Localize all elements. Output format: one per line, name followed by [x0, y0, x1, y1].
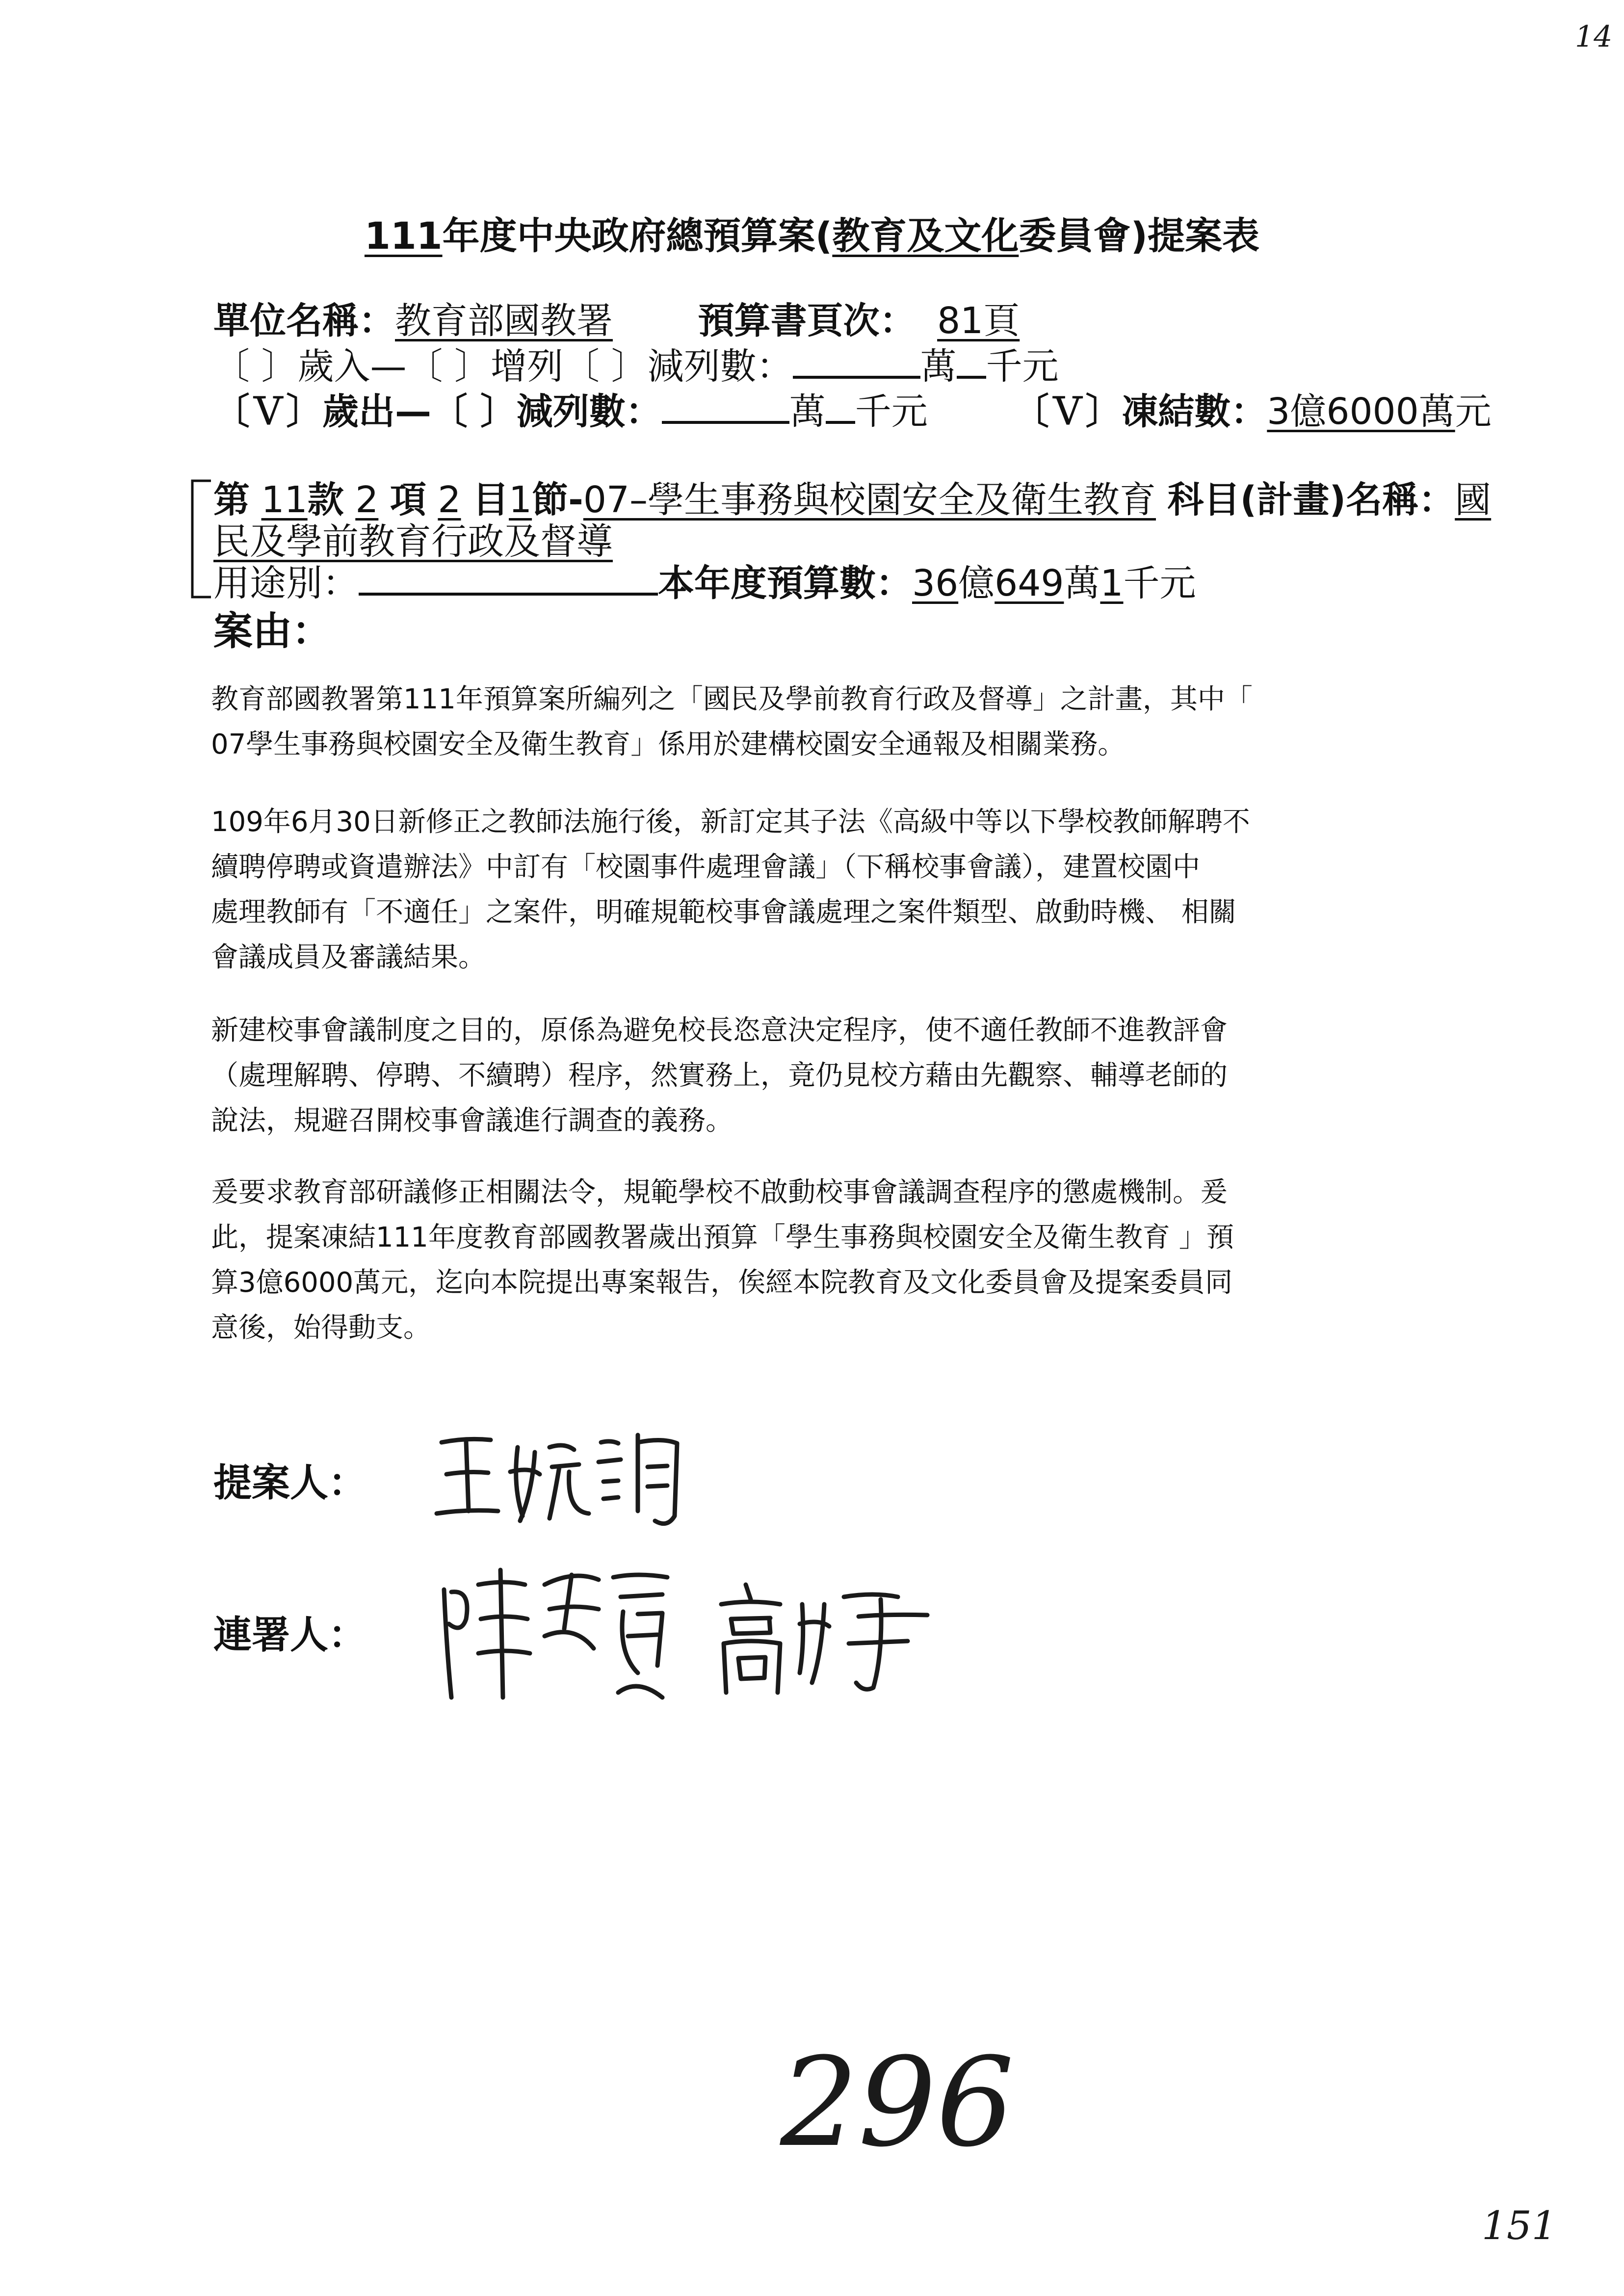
subject-jie-num: 1: [509, 479, 532, 521]
expense-wan-blank: [662, 388, 789, 424]
plan-label: 科目(計畫)名稱：: [1167, 479, 1455, 521]
handwritten-page-number: 296: [780, 2031, 1015, 2174]
revenue-qian-blank: [957, 343, 986, 379]
revenue-qian: 千元: [986, 345, 1059, 388]
proposer-signature: [432, 1413, 707, 1540]
title-year: 111: [364, 214, 443, 258]
expense-wan: 萬: [789, 391, 826, 433]
subject-kuan-num: 11: [261, 479, 308, 521]
subject-jie: 節-: [532, 479, 583, 521]
subject-bracket: [186, 478, 216, 601]
expense-prefix: 〔Ｖ〕歲出—〔 〕減列數：: [213, 391, 662, 433]
title-part2: 委員會)提案表: [1019, 214, 1260, 258]
cosigner-signature-1: [432, 1550, 687, 1707]
paragraph-line: 處理教師有「不適任」之案件，明確規範校事會議處理之案件類型、啟動時機、 相關: [211, 896, 1236, 928]
subject-item-name: –學生事務與校園安全及衛生教育: [629, 479, 1156, 521]
subject-xiang-num: 2: [355, 479, 379, 521]
unit-value: 教育部國教署: [395, 300, 613, 342]
subject-item-code: 07: [583, 479, 629, 521]
revenue-wan-blank: [793, 343, 920, 379]
corner-page-mark: 14: [1575, 20, 1613, 54]
paragraph-4: [211, 1170, 1438, 1351]
paragraph-line: 算3億6000萬元，迄向本院提出專案報告，俟經本院教育及文化委員會及提案委員同: [211, 1267, 1233, 1299]
budget-f: 千元: [1123, 562, 1196, 604]
budget-d: 萬: [1064, 562, 1100, 604]
paragraph-line: （處理解聘、停聘、不續聘）程序，然實務上，竟仍見校方藉由先觀察、輔導老師的: [211, 1060, 1228, 1092]
budget-c: 649: [995, 562, 1064, 604]
expense-qian-blank: [826, 388, 855, 424]
reason-label: 案由：: [213, 608, 331, 654]
expense-line: [213, 383, 1492, 435]
subject-di: 第: [213, 479, 250, 521]
paragraph-line: 07學生事務與校園安全及衛生教育」係用於建構校園安全通報及相關業務。: [211, 729, 1126, 760]
paragraph-line: 續聘停聘或資遣辦法》中訂有「校園事件處理會議」（下稱校事會議），建置校園中: [211, 851, 1200, 883]
usage-label: 用途別：: [213, 562, 359, 604]
expense-qian: 千元: [855, 391, 928, 433]
revenue-line: [213, 338, 1059, 390]
paragraph-line: 109年6月30日新修正之教師法施行後，新訂定其子法《高級中等以下學校教師解聘不: [211, 806, 1250, 838]
cosigner-signature-2: [711, 1570, 942, 1697]
paragraph-3: [211, 1008, 1438, 1144]
unit-label: 單位名稱：: [213, 300, 395, 342]
budget-page-value: 81頁: [937, 300, 1020, 342]
subject-xiang: 項: [390, 479, 426, 521]
title-part1: 年度中央政府總預算案(: [442, 214, 833, 258]
freeze-value: 3億6000萬: [1267, 391, 1455, 433]
plan-value-2: 民及學前教育行政及督導: [213, 521, 613, 563]
freeze-unit: 元: [1455, 391, 1492, 433]
budget-a: 36: [912, 562, 959, 604]
plan-value-1: 國: [1455, 479, 1492, 521]
paragraph-line: 此，提案凍結111年度教育部國教署歲出預算「學生事務與校園安全及衛生教育 」預: [211, 1222, 1234, 1253]
proposer-label: 提案人：: [213, 1461, 367, 1505]
budget-b: 億: [958, 562, 995, 604]
paragraph-1: [211, 677, 1438, 767]
document-title: [0, 206, 1624, 260]
cosigner-label: 連署人：: [213, 1613, 367, 1657]
usage-budget-line: [213, 554, 1196, 606]
paragraph-line: 爰要求教育部研議修正相關法令，規範學校不啟動校事會議調查程序的懲處機制。爰: [211, 1176, 1228, 1208]
bottom-right-mark: 151: [1482, 2203, 1557, 2248]
budget-page-label: 預算書頁次：: [698, 300, 916, 342]
paragraph-line: 會議成員及審議結果。: [211, 941, 486, 973]
usage-blank: [359, 560, 658, 596]
subject-kuan: 款: [307, 479, 344, 521]
freeze-label: 〔Ｖ〕凍結數：: [1013, 391, 1267, 433]
paragraph-line: 說法，規避召開校事會議進行調查的義務。: [211, 1105, 733, 1137]
revenue-prefix: 〔 〕歲入—〔 〕增列〔 〕減列數：: [213, 345, 793, 388]
subject-mu: 目: [472, 479, 509, 521]
budget-e: 1: [1100, 562, 1124, 604]
subject-mu-num: 2: [438, 479, 461, 521]
unit-line: [213, 292, 1020, 344]
budget-label: 本年度預算數：: [658, 562, 912, 604]
paragraph-2: [211, 800, 1438, 980]
paragraph-line: 意後，始得動支。: [211, 1312, 431, 1344]
paragraph-line: 教育部國教署第111年預算案所編列之「國民及學前教育行政及督導」之計畫，其中「: [211, 683, 1253, 715]
paragraph-line: 新建校事會議制度之目的，原係為避免校長恣意決定程序，使不適任教師不進教評會: [211, 1015, 1228, 1046]
title-committee: 教育及文化: [832, 214, 1019, 258]
revenue-wan: 萬: [920, 345, 957, 388]
